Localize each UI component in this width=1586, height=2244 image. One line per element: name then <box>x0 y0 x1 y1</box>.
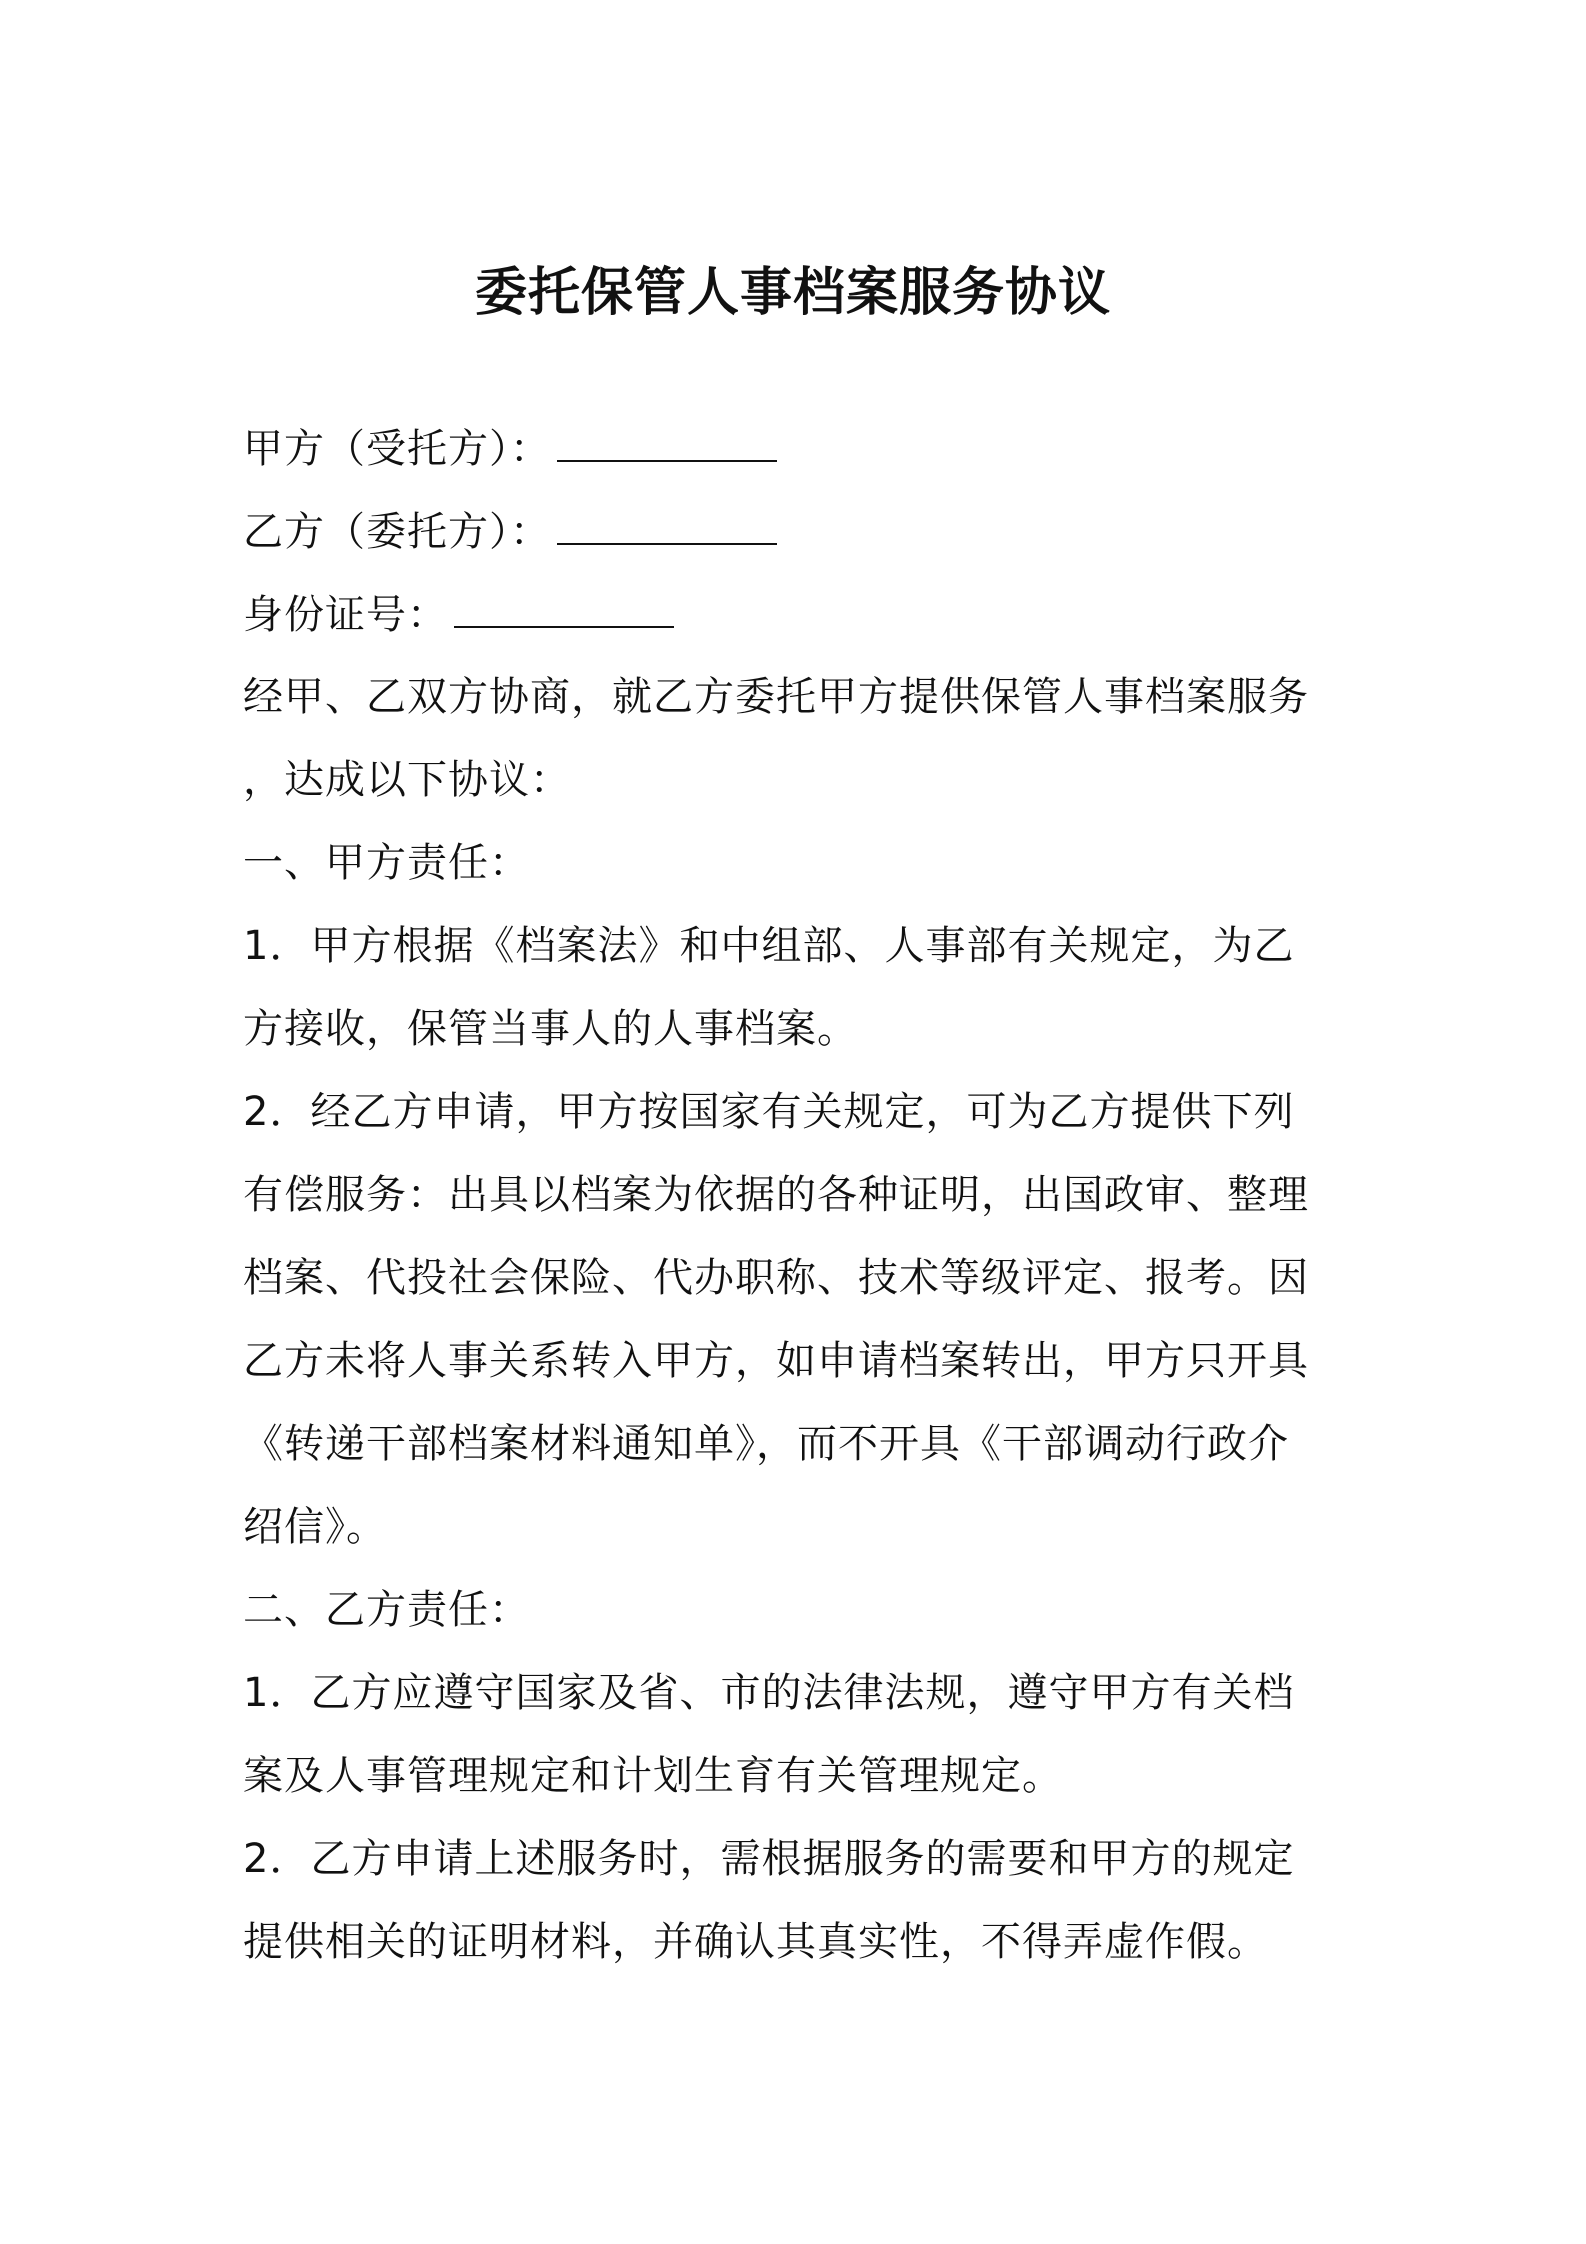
body-line: 乙方未将人事关系转入甲方，如申请档案转出，甲方只开具 <box>243 1338 1309 1384</box>
body-line: 档案、代投社会保险、代办职称、技术等级评定、报考。因 <box>243 1255 1309 1301</box>
body-line: 《转递干部档案材料通知单》，而不开具《干部调动行政介 <box>243 1421 1289 1467</box>
party-a-field <box>243 420 1363 477</box>
body-line: 2．乙方申请上述服务时，需根据服务的需要和甲方的规定 <box>243 1836 1295 1882</box>
body-line: 经甲、乙双方协商，就乙方委托甲方提供保管人事档案服务 <box>243 674 1309 720</box>
party-a-blank <box>557 420 777 462</box>
id-number-label: 身份证号： <box>243 592 448 638</box>
id-number-blank <box>454 586 674 628</box>
body-line: 1．乙方应遵守国家及省、市的法律法规，遵守甲方有关档 <box>243 1670 1295 1716</box>
body-line: 2．经乙方申请，甲方按国家有关规定，可为乙方提供下列 <box>243 1089 1295 1135</box>
body-line: 提供相关的证明材料，并确认其真实性，不得弄虚作假。 <box>243 1919 1268 1965</box>
body-line: 1．甲方根据《档案法》和中组部、人事部有关规定，为乙 <box>243 923 1295 969</box>
party-b-field <box>243 503 1363 560</box>
section-heading: 二、乙方责任： <box>243 1587 530 1633</box>
body-line: 方接收，保管当事人的人事档案。 <box>243 1006 858 1052</box>
body-line: 案及人事管理规定和计划生育有关管理规定。 <box>243 1753 1063 1799</box>
body-line: ，达成以下协议： <box>243 757 571 803</box>
body-line: 绍信》。 <box>243 1504 387 1550</box>
section-heading: 一、甲方责任： <box>243 840 530 886</box>
id-number-field <box>243 586 1363 643</box>
document-title: 委托保管人事档案服务协议 <box>474 263 1111 323</box>
body-line: 有偿服务：出具以档案为依据的各种证明，出国政审、整理 <box>243 1172 1309 1218</box>
party-a-label: 甲方（受托方）： <box>243 426 551 472</box>
party-b-blank <box>557 503 777 545</box>
party-b-label: 乙方（委托方）： <box>243 509 551 555</box>
